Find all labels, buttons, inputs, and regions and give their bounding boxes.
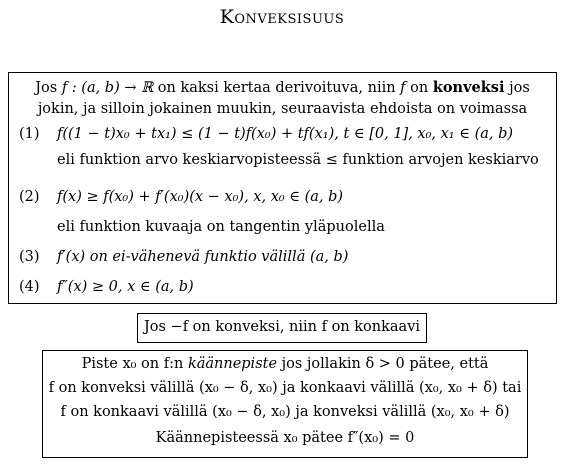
condition-number: (1): [19, 126, 40, 142]
inflection-point-box: [42, 350, 528, 458]
intro-text: on: [405, 80, 433, 96]
condition-formula: f((1 − t)x₀ + tx₁) ≤ (1 − t)f(x₀) + tf(x₁), t ∈ [0, 1], x₀, x₁ ∈ (a, b): [57, 126, 514, 142]
condition-1-note: eli funktion arvo keskiarvopisteessä ≤ funktion arvojen keskiarvo: [57, 152, 539, 168]
page-title: Konveksisuus: [219, 6, 345, 28]
condition-number: (4): [19, 279, 40, 295]
inflection-text: Piste x₀ on f:n: [81, 356, 188, 372]
condition-number: (2): [19, 189, 40, 205]
inflection-text: jos jollakin δ > 0 pätee, että: [277, 356, 489, 372]
function-symbol: f: [400, 80, 406, 96]
intro-text: on kaksi kertaa derivoituva, niin: [153, 80, 401, 96]
inflection-line-1: [43, 356, 527, 372]
definition-intro-line-2: jokin, ja silloin jokainen muukin, seuraavista ehdoista on voimassa: [37, 101, 528, 117]
concave-definition-box: [137, 313, 427, 343]
intro-text: jos: [504, 80, 530, 96]
convexity-definition-box: [8, 72, 557, 304]
inflection-line-4: Käännepisteessä x₀ pätee f″(x₀) = 0: [155, 430, 415, 446]
intro-text: Jos: [35, 80, 62, 96]
function-signature: f : (a, b) → ℝ: [61, 80, 154, 96]
condition-formula: f′(x) on ei-vähenevä funktio välillä (a, b): [57, 249, 349, 265]
term-inflection-point: käännepiste: [187, 356, 278, 372]
condition-number: (3): [19, 249, 40, 265]
inflection-line-2: f on konveksi välillä (x₀ − δ, x₀) ja konkaavi välillä (x₀, x₀ + δ) tai: [48, 380, 522, 396]
condition-formula: f″(x) ≥ 0, x ∈ (a, b): [57, 279, 194, 295]
condition-formula: f(x) ≥ f(x₀) + f′(x₀)(x − x₀), x, x₀ ∈ (a, b): [57, 189, 344, 205]
definition-intro-line-1: [9, 79, 556, 96]
condition-2-note: eli funktion kuvaaja on tangentin yläpuolella: [57, 219, 385, 235]
inflection-line-3: f on konkaavi välillä (x₀ − δ, x₀) ja konveksi välillä (x₀, x₀ + δ): [60, 404, 510, 420]
concave-statement: Jos −f on konveksi, niin f on konkaavi: [143, 319, 421, 335]
term-convex: konveksi: [432, 79, 505, 96]
